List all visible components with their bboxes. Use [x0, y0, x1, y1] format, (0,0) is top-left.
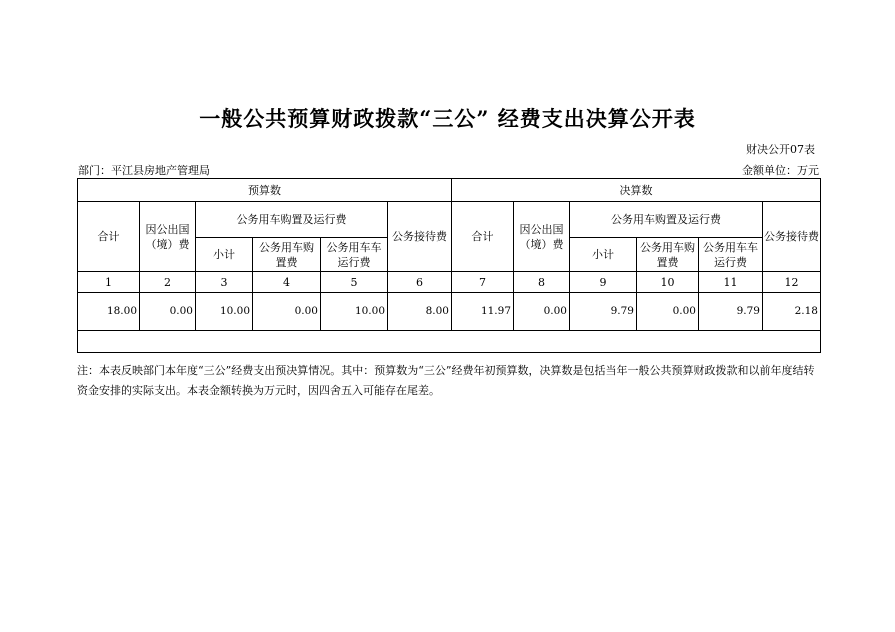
final-reception-value: 2.18: [763, 293, 821, 331]
final-purchase-header: 公务用车购置费: [637, 238, 699, 272]
col-number: 2: [140, 272, 196, 293]
blank-row: [78, 331, 821, 353]
department-label: 部门：平江县房地产管理局: [78, 164, 210, 177]
col-number: 5: [321, 272, 388, 293]
final-header: 决算数: [452, 179, 821, 202]
col-number: 3: [196, 272, 253, 293]
final-abroad-header: 因公出国（境）费: [514, 202, 570, 272]
budget-total-value: 18.00: [78, 293, 140, 331]
budget-reception-value: 8.00: [388, 293, 452, 331]
col-number: 7: [452, 272, 514, 293]
col-number: 9: [570, 272, 637, 293]
final-operation-value: 9.79: [699, 293, 763, 331]
col-number: 10: [637, 272, 699, 293]
budget-operation-header: 公务用车车运行费: [321, 238, 388, 272]
final-operation-header: 公务用车车运行费: [699, 238, 763, 272]
col-number: 8: [514, 272, 570, 293]
col-number: 12: [763, 272, 821, 293]
final-subtotal-value: 9.79: [570, 293, 637, 331]
budget-abroad-header: 因公出国（境）费: [140, 202, 196, 272]
form-code: 财决公开07表: [746, 143, 815, 156]
final-vehicle-group-header: 公务用车购置及运行费: [570, 202, 763, 238]
budget-purchase-header: 公务用车购置费: [253, 238, 321, 272]
col-number: 6: [388, 272, 452, 293]
blank-cell: [78, 331, 821, 353]
final-abroad-value: 0.00: [514, 293, 570, 331]
group-header-row: [78, 179, 821, 202]
value-row: [78, 293, 821, 331]
unit-label: 金额单位：万元: [742, 164, 819, 177]
expenditure-table: [77, 178, 821, 353]
budget-subtotal-header: 小计: [196, 238, 253, 272]
budget-purchase-value: 0.00: [253, 293, 321, 331]
final-total-header: 合计: [452, 202, 514, 272]
budget-header: 预算数: [78, 179, 452, 202]
budget-subtotal-value: 10.00: [196, 293, 253, 331]
col-number: 1: [78, 272, 140, 293]
table-note: 注：本表反映部门本年度“三公”经费支出预决算情况。其中：预算数为“三公”经费年初预算数，决算数是包括当年一般公共预算财政拨款和以前年度结转资金安排的实际支出。本表金额转换为万元时，因四舍五入可能存在尾差。: [77, 364, 815, 397]
budget-operation-value: 10.00: [321, 293, 388, 331]
final-total-value: 11.97: [452, 293, 514, 331]
col-number: 11: [699, 272, 763, 293]
column-number-row: [78, 272, 821, 293]
budget-vehicle-group-header: 公务用车购置及运行费: [196, 202, 388, 238]
budget-abroad-value: 0.00: [140, 293, 196, 331]
final-purchase-value: 0.00: [637, 293, 699, 331]
budget-reception-header: 公务接待费: [388, 202, 452, 272]
col-number: 4: [253, 272, 321, 293]
page-title: 一般公共预算财政拨款“三公” 经费支出决算公开表: [199, 106, 696, 131]
budget-total-header: 合计: [78, 202, 140, 272]
final-reception-header: 公务接待费: [763, 202, 821, 272]
column-header-row-1: [78, 202, 821, 238]
final-subtotal-header: 小计: [570, 238, 637, 272]
